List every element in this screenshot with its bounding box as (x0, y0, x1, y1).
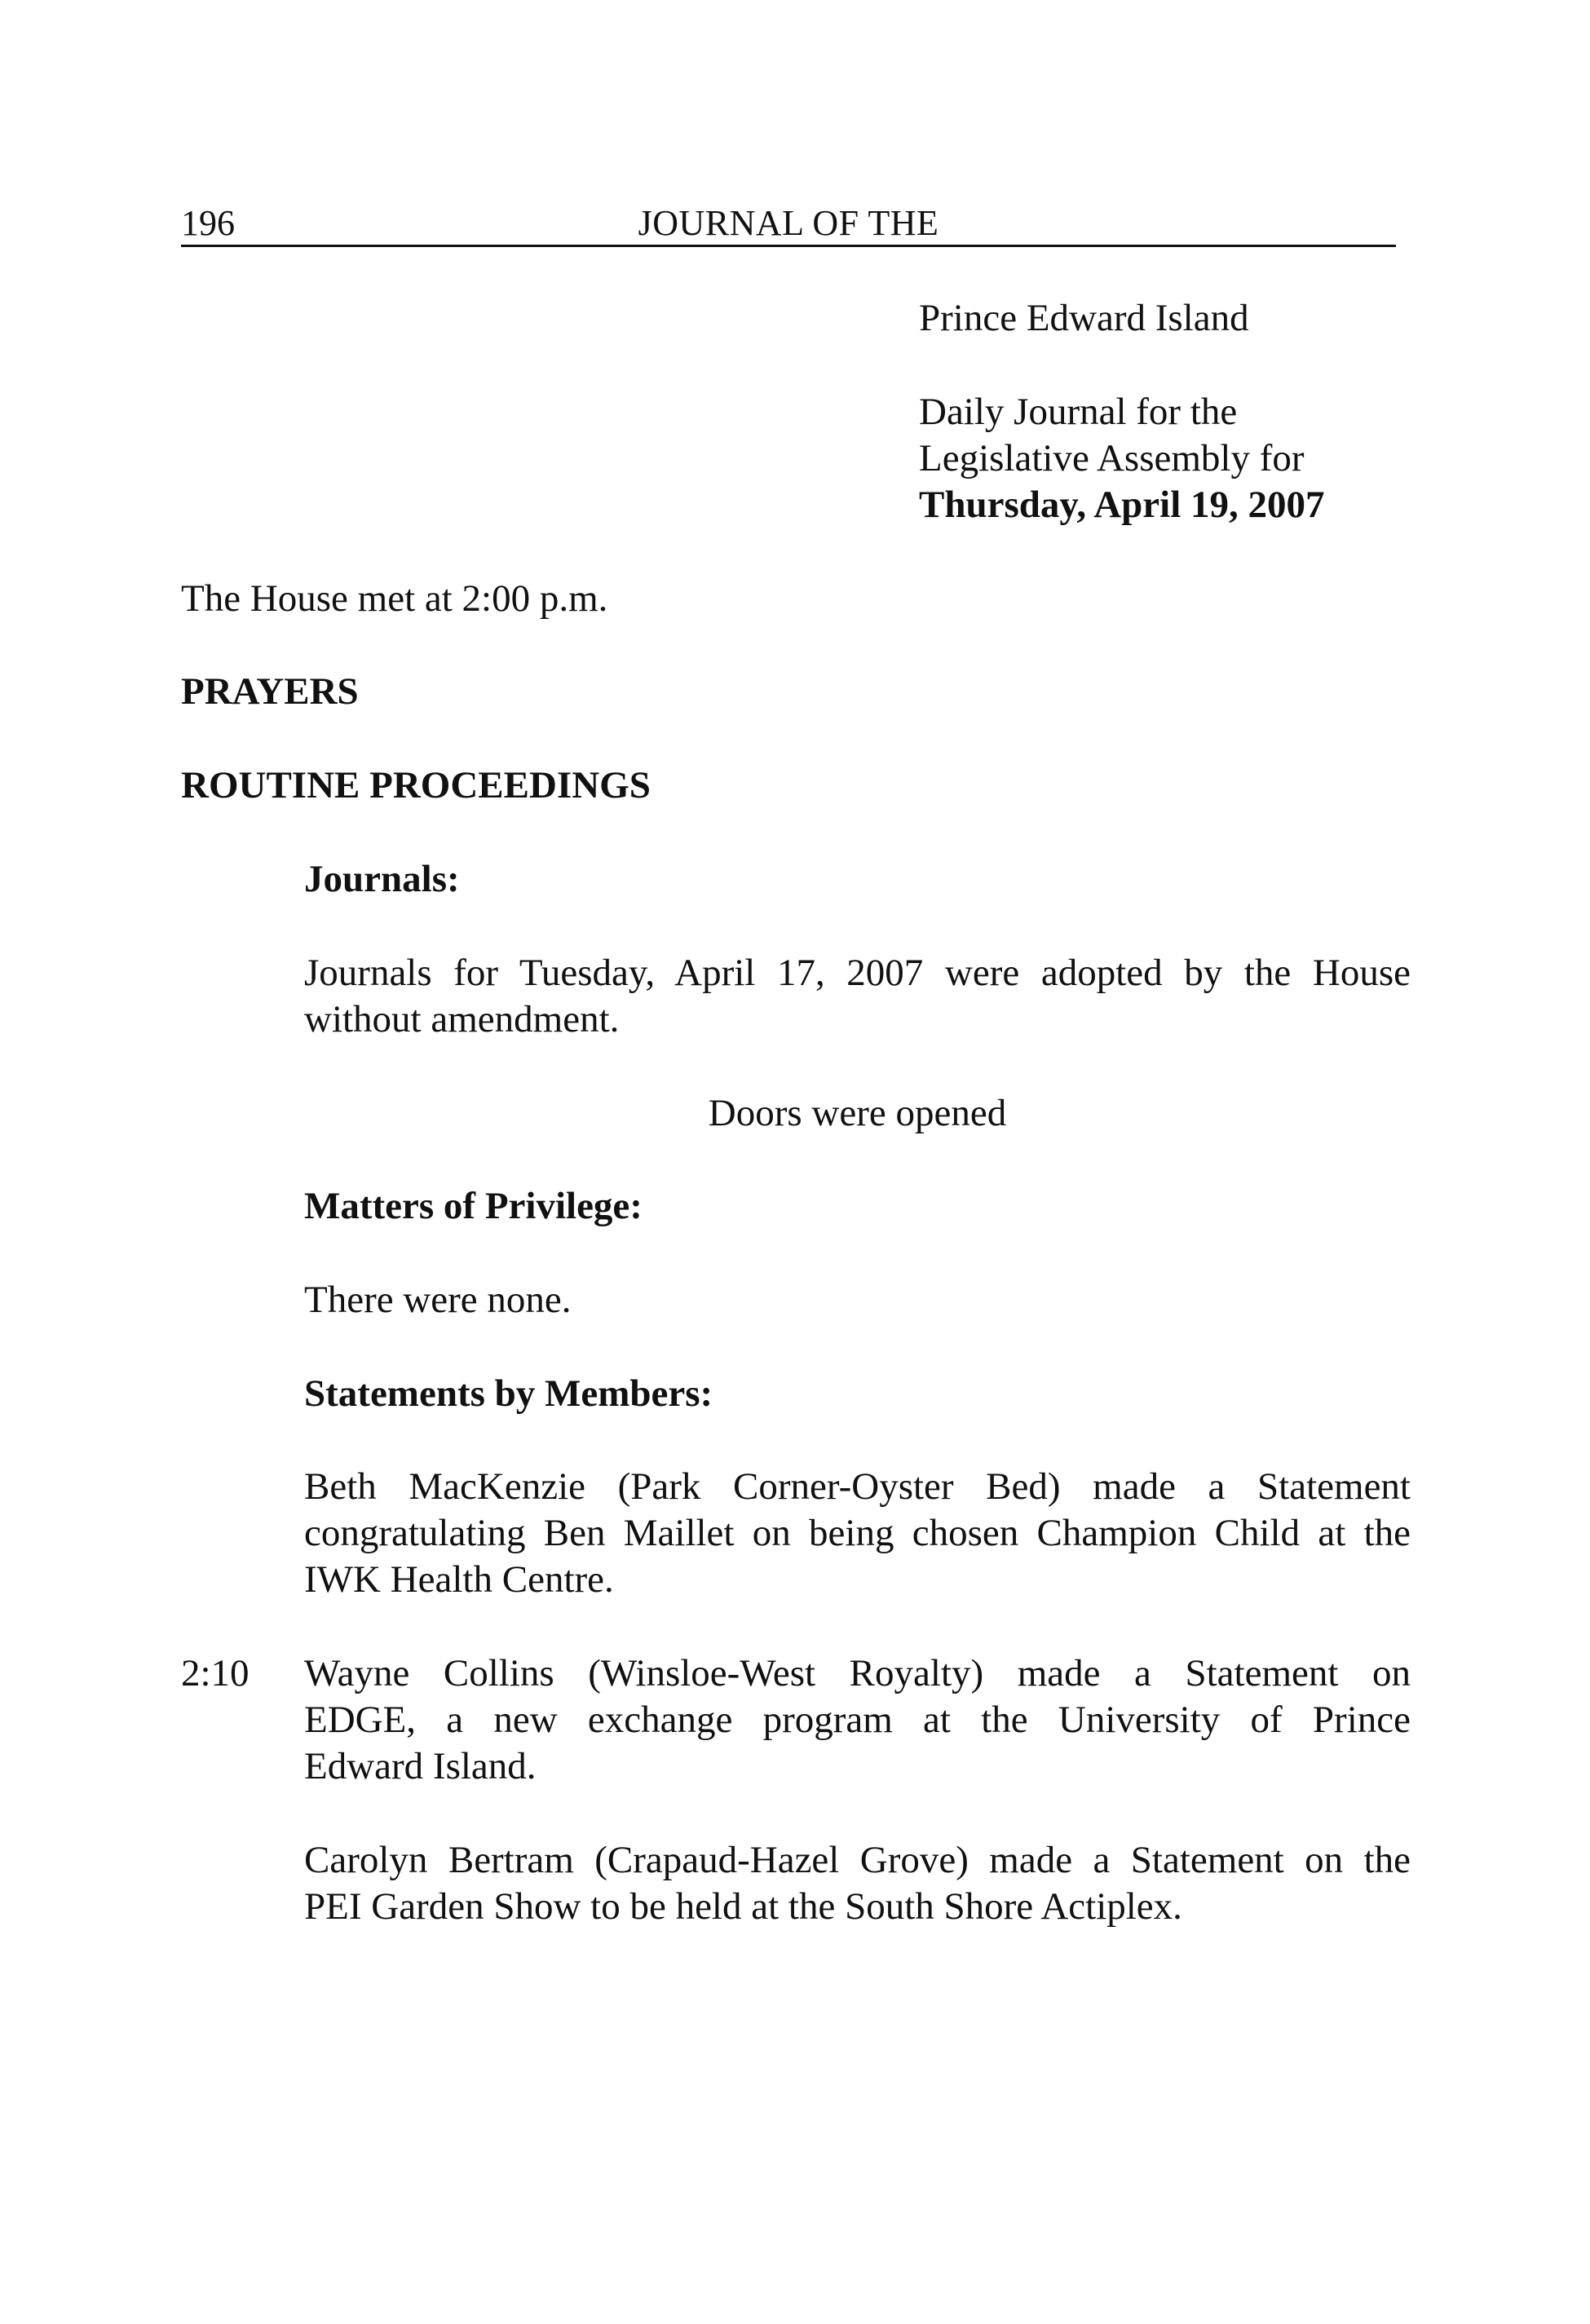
privilege-heading: Matters of Privilege: (304, 1185, 643, 1227)
masthead-line-2: Legislative Assembly for (919, 437, 1305, 479)
statement-line: IWK Health Centre. (304, 1558, 614, 1601)
opening-time: The House met at 2:00 p.m. (181, 577, 608, 620)
statement-line: Beth MacKenzie (Park Corner-Oyster Bed) made a Statement (304, 1465, 1411, 1508)
time-marker: 2:10 (181, 1652, 250, 1694)
masthead-line-1: Daily Journal for the (919, 391, 1238, 433)
privilege-text: There were none. (304, 1279, 572, 1321)
statement-line: Wayne Collins (Winsloe-West Royalty) made a Statement on (304, 1652, 1411, 1694)
journals-paragraph (304, 950, 1411, 1043)
journals-heading: Journals: (304, 858, 460, 900)
statement-item (304, 1650, 1411, 1790)
running-head (181, 202, 1396, 247)
statement-line: Carolyn Bertram (Crapaud-Hazel Grove) made a Statement on the (304, 1839, 1411, 1881)
statements-heading: Statements by Members: (304, 1372, 713, 1415)
statement-line: PEI Garden Show to be held at the South Shore Actiplex. (304, 1885, 1182, 1928)
journal-title: JOURNAL OF THE (638, 203, 939, 243)
sitting-date: Thursday, April 19, 2007 (919, 484, 1325, 526)
province-name: Prince Edward Island (919, 297, 1249, 339)
statement-item (304, 1837, 1411, 1930)
journals-line: without amendment. (304, 998, 620, 1040)
statement-line: EDGE, a new exchange program at the University of Prince (304, 1699, 1411, 1741)
doors-opened: Doors were opened (708, 1092, 1007, 1134)
statement-line: Edward Island. (304, 1745, 537, 1787)
page-number: 196 (181, 203, 235, 243)
statement-item (304, 1464, 1411, 1603)
routine-proceedings-heading: ROUTINE PROCEEDINGS (181, 764, 651, 806)
journals-line: Journals for Tuesday, April 17, 2007 were adopted by the House (304, 952, 1411, 994)
statement-line: congratulating Ben Maillet on being chosen Champion Child at the (304, 1512, 1411, 1554)
prayers-heading: PRAYERS (181, 670, 359, 713)
